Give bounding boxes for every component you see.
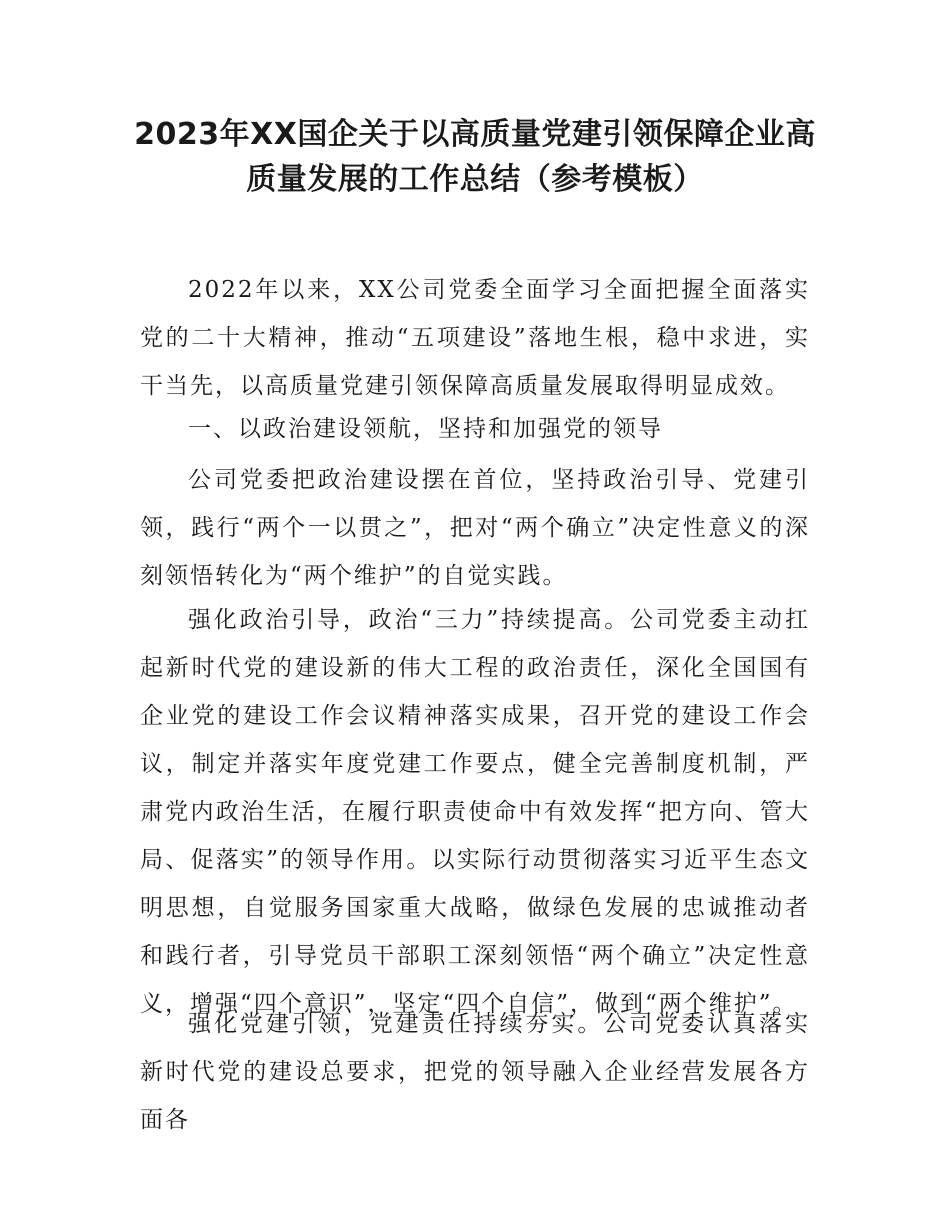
- section-1-paragraph-1: 公司党委把政治建设摆在首位，坚持政治引导、党建引领，践行“两个一以贯之”，把对“两个确立”决定性意义的深刻领悟转化为“两个维护”的自觉实践。: [140, 467, 810, 589]
- section-1-paragraph-2: 强化政治引导，政治“三力”持续提高。公司党委主动扛起新时代党的建设新的伟大工程的政治责任，深化全国国有企业党的建设工作会议精神落实成果，召开党的建设工作会议，制定并落实年度党建工作要点，健全完善制度机制，严肃党内政治生活，在履行职责使命中有效发挥“把方向、管大局、促落实”的领导作用。以实际行动贯彻落实习近平生态文明思想，自觉服务国家重大战略，做绿色发展的忠诚推动者和践行者，引导党员干部职工深刻领悟“两个确立”决定性意义，增强“四个意识”，坚定“四个自信”，做到“两个维护”。: [140, 607, 810, 1017]
- document-title-line-1: 2023年XX国企关于以高质量党建引领保障企业高: [134, 117, 816, 152]
- section-1-paragraph-3: 强化党建引领，党建责任持续夯实。公司党委认真落实新时代党的建设总要求，把党的领导融入企业经营发展各方面各: [140, 1011, 810, 1133]
- intro-paragraph: 2022年以来，XX公司党委全面学习全面把握全面落实党的二十大精神，推动“五项建设”落地生根，稳中求进，实干当先，以高质量党建引领保障高质量发展取得明显成效。: [140, 277, 810, 399]
- document-title-line-2: 质量发展的工作总结（参考模板）: [246, 162, 704, 197]
- section-heading-1: 一、以政治建设领航，坚持和加强党的领导: [188, 416, 663, 442]
